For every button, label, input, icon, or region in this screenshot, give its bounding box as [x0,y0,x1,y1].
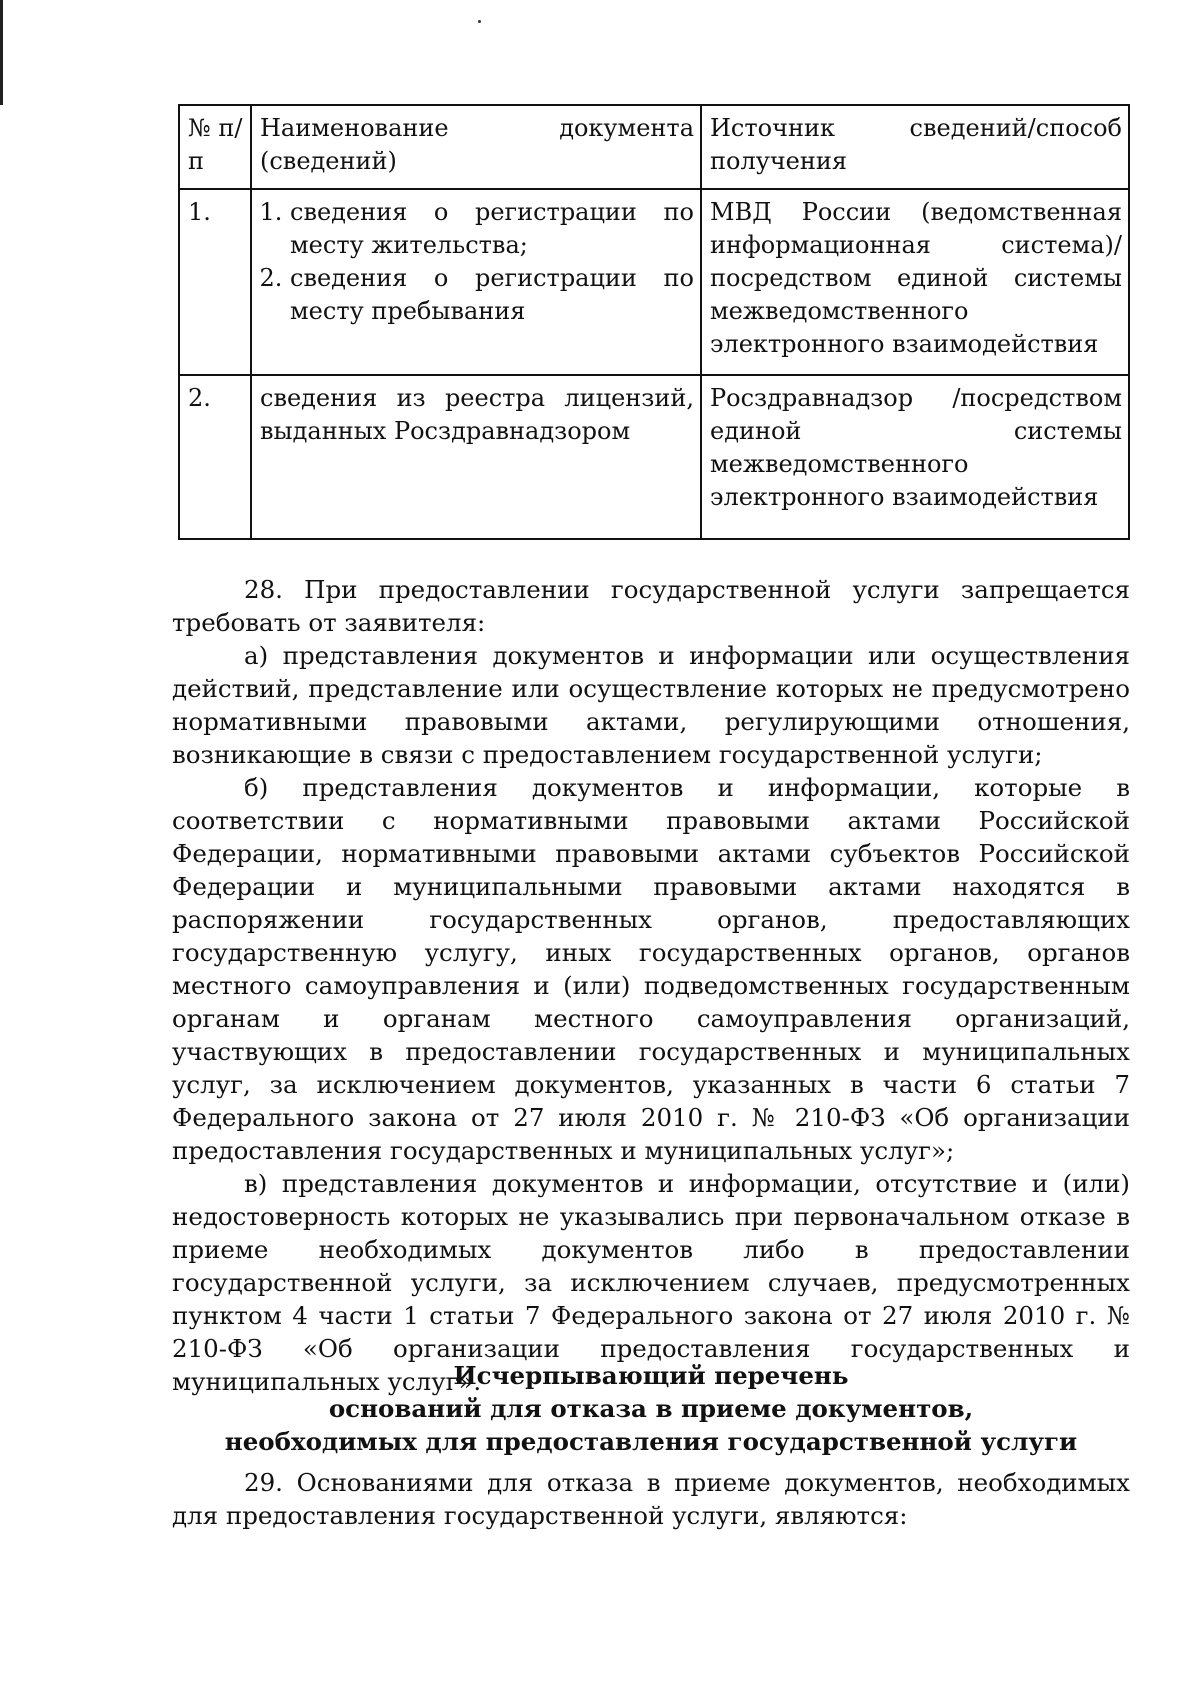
table-header-row [179,105,1129,189]
row-num: 1. [179,189,251,375]
table-row [179,189,1129,375]
body-text [172,573,1130,1398]
row-num: 2. [179,375,251,539]
heading-line: Исчерпывающий перечень [453,1361,849,1390]
scan-speck [478,20,481,23]
list-item: 1. сведения о регистрации по месту жительства; [290,196,694,262]
section-heading [172,1359,1130,1458]
table-row [179,375,1129,539]
row-name [251,189,701,375]
header-num: № п/п [179,105,251,189]
heading-line: оснований для отказа в приеме документов, [328,1394,974,1423]
scan-edge-mark [0,0,3,105]
row-source: Росздравнадзор /посредством единой системы межведомственного электронного взаимодействия [701,375,1129,539]
paragraph-29: 29. Основаниями для отказа в приеме документов, необходимых для предоставления государственной услуги, являются: [172,1468,1130,1530]
paragraph-28: 28. При предоставлении государственной услуги запрещается требовать от заявителя: [172,575,1130,637]
list-item: 2. сведения о регистрации по месту пребывания [290,262,694,328]
heading-line: необходимых для предоставления государственной услуги [224,1427,1078,1456]
paragraph-28b: б) представления документов и информации, которые в соответствии с нормативными правовыми актами Российской Федерации, нормативными правовыми актами субъектов Российской Федерации и муниципальными правовыми актами находятся в распоряжении государственных органов, предоставляющих государственную услугу, иных государственных органов, органов местного самоуправления и (или) подведомственных государственным органам и органам местного самоуправления организаций, участвующих в предоставлении государственных и муниципальных услуг, за исключением документов, указанных в части 6 статьи 7 Федерального закона от 27 июля 2010 г. № 210-ФЗ «Об организации предоставления государственных и муниципальных услуг»; [172,773,1130,1165]
row-items-list [260,196,694,328]
paragraph-28a: а) представления документов и информации или осуществления действий, представление или осуществление которых не предусмотрено нормативными правовыми актами, регулирующими отношения, возникающие в связи с предоставлением государственной услуги; [172,641,1130,769]
paragraph-28v: в) представления документов и информации, отсутствие и (или) недостоверность которых не указывались при первоначальном отказе в приеме необходимых документов либо в предоставлении государственной услуги, за исключением случаев, предусмотренных пунктом 4 части 1 статьи 7 Федерального закона от 27 июля 2010 г. № 210-ФЗ «Об организации предоставления государственных и муниципальных услуг». [172,1169,1130,1396]
documents-table [178,104,1130,540]
row-source: МВД России (ведомственная информационная система)/посредством единой системы межведомственного электронного взаимодействия [701,189,1129,375]
row-name: сведения из реестра лицензий, выданных Росздравнадзором [251,375,701,539]
header-name: Наименование документа (сведений) [251,105,701,189]
header-source: Источник сведений/способ получения [701,105,1129,189]
